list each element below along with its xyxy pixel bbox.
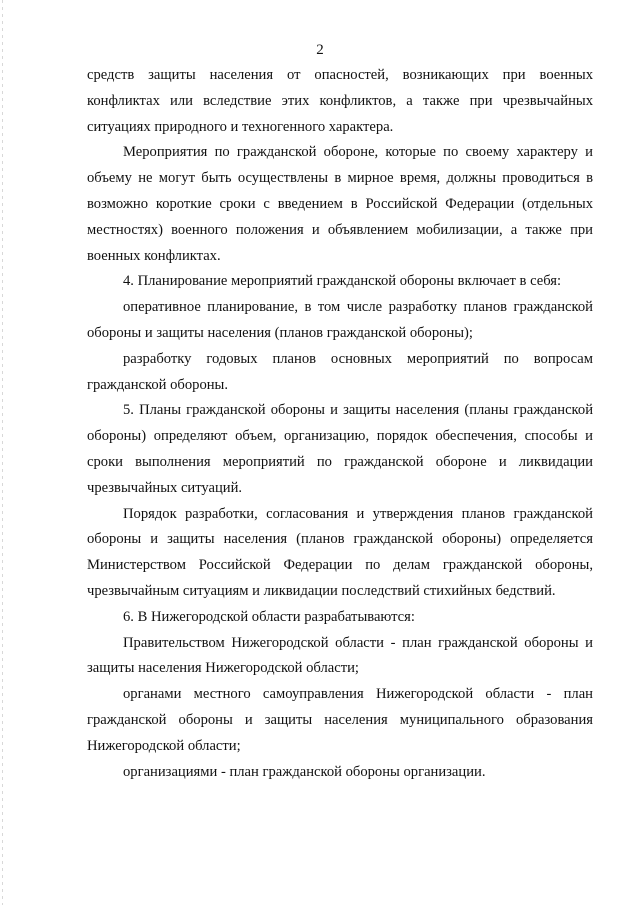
paragraph-development-order: Порядок разработки, согласования и утверждения планов гражданской обороны и защиты населения (планов гражданской обороны) определяется Министерством Российской Федерации по делам гражданской обороны, чрезвычайным ситуациям и ликвидации последствий стихийных бедствий. [87, 505, 593, 599]
paragraph-operational-planning: оперативное планирование, в том числе разработку планов гражданской обороны и защиты населения (планов гражданской обороны); [87, 299, 593, 341]
document-body [87, 63, 593, 785]
paragraph-measures-wartime: Мероприятия по гражданской обороне, которые по своему характеру и объему не могут быть осуществлены в мирное время, должны проводиться в возможно короткие сроки с введением в Российской Федерации (отдельных местностях) военного положения и объявлением мобилизации, а также при военных конфликтах. [87, 144, 593, 264]
paragraph-region-heading: 6. В Нижегородской области разрабатываются: [123, 608, 415, 625]
paragraph-planning-heading: 4. Планирование мероприятий гражданской обороны включает в себя: [123, 273, 562, 290]
page-number: 2 [316, 42, 324, 58]
paragraph-annual-plans: разработку годовых планов основных мероприятий по вопросам гражданской обороны. [87, 350, 593, 393]
paragraph-government-plan: Правительством Нижегородской области - план гражданской обороны и защиты населения Нижегородской области; [87, 634, 593, 677]
paragraph-continuation: средств защиты населения от опасностей, возникающих при военных конфликтах или вследствие этих конфликтов, а также при чрезвычайных ситуациях природного и техногенного характера. [87, 67, 593, 135]
paragraph-plans-define: 5. Планы гражданской обороны и защиты населения (планы гражданской обороны) определяют объем, организацию, порядок обеспечения, способы и сроки выполнения мероприятий по гражданской обороне и ликвидации чрезвычайных ситуаций. [87, 402, 593, 496]
scan-edge [2, 0, 3, 905]
paragraph-organizations-plan: организациями - план гражданской обороны организации. [123, 763, 486, 780]
paragraph-local-government-plan: органами местного самоуправления Нижегородской области - план гражданской обороны и защиты населения муниципального образования Нижегородской области; [87, 686, 593, 754]
